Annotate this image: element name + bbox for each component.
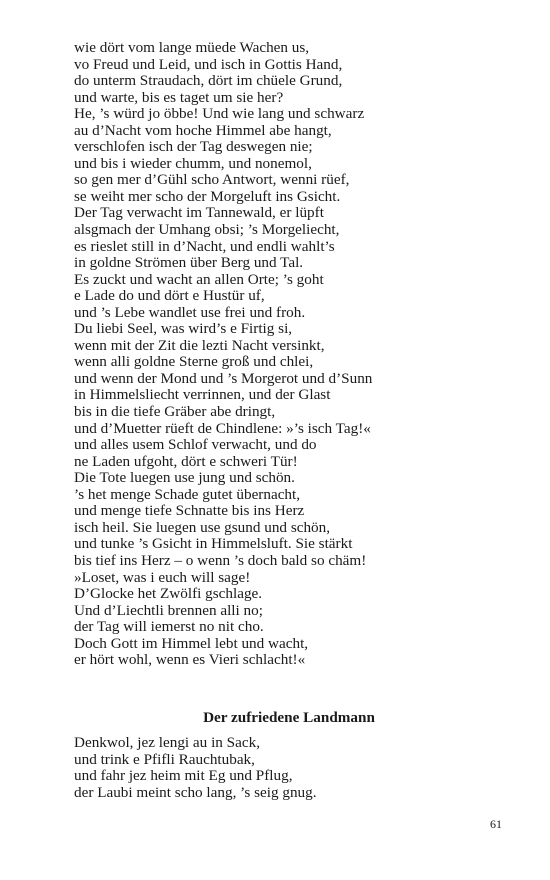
verse-line: und trink e Pfifli Rauchtubak, xyxy=(74,750,255,768)
verse-line: wenn mit der Zit die lezti Nacht versinkt, xyxy=(74,336,325,354)
verse-line: der Laubi meint scho lang, ’s seig gnug. xyxy=(74,783,317,801)
verse-line: und alles usem Schlof verwacht, und do xyxy=(74,436,317,454)
verse-line: He, ’s würd jo öbbe! Und wie lang und schwarz xyxy=(74,105,365,123)
verse-line: Und d’Liechtli brennen alli no; xyxy=(74,601,263,619)
verse-line: Der Tag verwacht im Tannewald, er lüpft xyxy=(74,204,324,222)
verse-line: und bis i wieder chumm, und nonemol, xyxy=(74,154,312,172)
verse-line: und menge tiefe Schnatte bis ins Herz xyxy=(74,502,305,520)
verse-line: so gen mer d’Gühl scho Antwort, wenni rüef, xyxy=(74,171,350,189)
verse-line: und ’s Lebe wandlet use frei und froh. xyxy=(74,303,306,321)
verse-line: D’Glocke het Zwölfi gschlage. xyxy=(74,585,263,603)
verse-line: und tunke ’s Gsicht in Himmelsluft. Sie stärkt xyxy=(74,535,353,553)
verse-line: wenn alli goldne Sterne groß und chlei, xyxy=(74,353,314,371)
verse-line: Denkwol, jez lengi au in Sack, xyxy=(74,734,260,751)
verse-line: und wenn der Mond und ’s Morgerot und d’Sunn xyxy=(74,369,373,387)
verse-line: Doch Gott im Himmel lebt und wacht, xyxy=(74,634,309,652)
verse-line: Die Tote luegen use jung und schön. xyxy=(74,469,295,487)
verse-line: alsgmach der Umhang obsi; ’s Morgeliecht, xyxy=(74,221,340,239)
verse-line: Es zuckt und wacht an allen Orte; ’s goht xyxy=(74,270,324,288)
verse-line: isch heil. Sie luegen use gsund und schön, xyxy=(74,518,331,536)
verse-line: verschlofen isch der Tag deswegen nie; xyxy=(74,138,313,156)
verse-line: bis in die tiefe Gräber abe dringt, xyxy=(74,403,276,421)
page-number: 61 xyxy=(490,817,502,831)
verse-line: au d’Nacht vom hoche Himmel abe hangt, xyxy=(74,121,332,139)
verse-line: Du liebi Seel, was wird’s e Firtig si, xyxy=(74,320,293,338)
poem-stanza xyxy=(74,40,372,669)
verse-line: es rieslet still in d’Nacht, und endli wahlt’s xyxy=(74,237,335,255)
verse-line: und d’Muetter rüeft de Chindlene: »’s isch Tag!« xyxy=(74,419,371,437)
verse-line: ne Laden ufgoht, dört e schweri Tür! xyxy=(74,452,298,470)
verse-line: und fahr jez heim mit Eg und Pflug, xyxy=(74,767,293,785)
verse-line: der Tag will iemerst no nit cho. xyxy=(74,618,264,636)
poem-stanza xyxy=(74,735,317,801)
verse-line: in Himmelsliecht verrinnen, und der Glast xyxy=(74,386,331,404)
verse-line: »Loset, was i euch will sage! xyxy=(74,568,251,586)
verse-line: se weiht mer scho der Morgeluft ins Gsicht. xyxy=(74,187,341,205)
verse-line: ’s het menge Schade gutet übernacht, xyxy=(74,485,301,503)
verse-line: do unterm Straudach, dört im chüele Grund, xyxy=(74,72,343,90)
verse-line: er hört wohl, wenn es Vieri schlacht!« xyxy=(74,651,306,669)
verse-line: und warte, bis es taget um sie her? xyxy=(74,88,284,106)
verse-line: bis tief ins Herz – o wenn ’s doch bald so chäm! xyxy=(74,551,367,569)
verse-line: vo Freud und Leid, und isch in Gottis Hand, xyxy=(74,55,343,73)
verse-line: wie dört vom lange müede Wachen us, xyxy=(74,39,310,56)
poem-title: Der zufriedene Landmann xyxy=(203,709,375,726)
verse-line: e Lade do und dört e Hustür uf, xyxy=(74,287,265,305)
verse-line: in goldne Strömen über Berg und Tal. xyxy=(74,254,304,272)
